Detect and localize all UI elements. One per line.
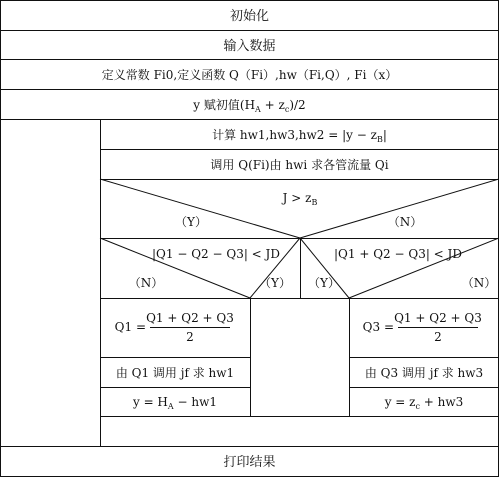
right-condition: |Q1 + Q2 − Q3| < JD bbox=[334, 247, 462, 261]
main-condition: $J > z_B$ bbox=[282, 191, 318, 207]
main-no-label: （N） bbox=[387, 215, 423, 229]
main-yes-label: （Y） bbox=[175, 215, 207, 229]
right-formula-numerator: Q1 + Q2 + Q3 bbox=[394, 311, 482, 325]
step-y-init: y 赋初值$(H_A + z_c)/2$ bbox=[193, 98, 306, 114]
step-define: 定义常数 Fi0,定义函数 Q（Fi）,hw（Fi,Q）, Fi（x） bbox=[101, 68, 398, 82]
left-no-label: （N） bbox=[128, 276, 164, 290]
right-formula-denominator: 2 bbox=[434, 330, 442, 344]
step-call: 调用 Q(Fi)由 hwi 求各管流量 Qi bbox=[210, 158, 389, 172]
right-yes-label: （Y） bbox=[308, 276, 340, 290]
left-yes-label: （Y） bbox=[259, 276, 291, 290]
left-condition: |Q1 − Q2 − Q3| < JD bbox=[152, 247, 280, 261]
step-print: 打印结果 bbox=[223, 455, 276, 470]
left-assign: $y = H_A - hw1$ bbox=[132, 395, 218, 411]
right-formula-lhs: Q3 = bbox=[362, 320, 394, 334]
right-assign: $y = z_c + hw3$ bbox=[384, 395, 464, 411]
main-cond-right-diag bbox=[300, 179, 499, 238]
left-formula-numerator: Q1 + Q2 + Q3 bbox=[146, 311, 234, 325]
step-init: 初始化 bbox=[229, 9, 270, 24]
right-step: 由 Q3 调用 jf 求 hw3 bbox=[364, 366, 484, 380]
step-input: 输入数据 bbox=[223, 39, 276, 54]
left-formula-lhs: Q1 = bbox=[114, 320, 146, 334]
main-cond-left-diag bbox=[100, 179, 300, 238]
left-formula-denominator: 2 bbox=[186, 330, 194, 344]
left-step: 由 Q1 调用 jf 求 hw1 bbox=[115, 366, 235, 380]
step-calc: 计算 $hw1,hw3,hw2 = |y - z_B|$ bbox=[212, 128, 387, 144]
right-no-label: （N） bbox=[461, 276, 497, 290]
